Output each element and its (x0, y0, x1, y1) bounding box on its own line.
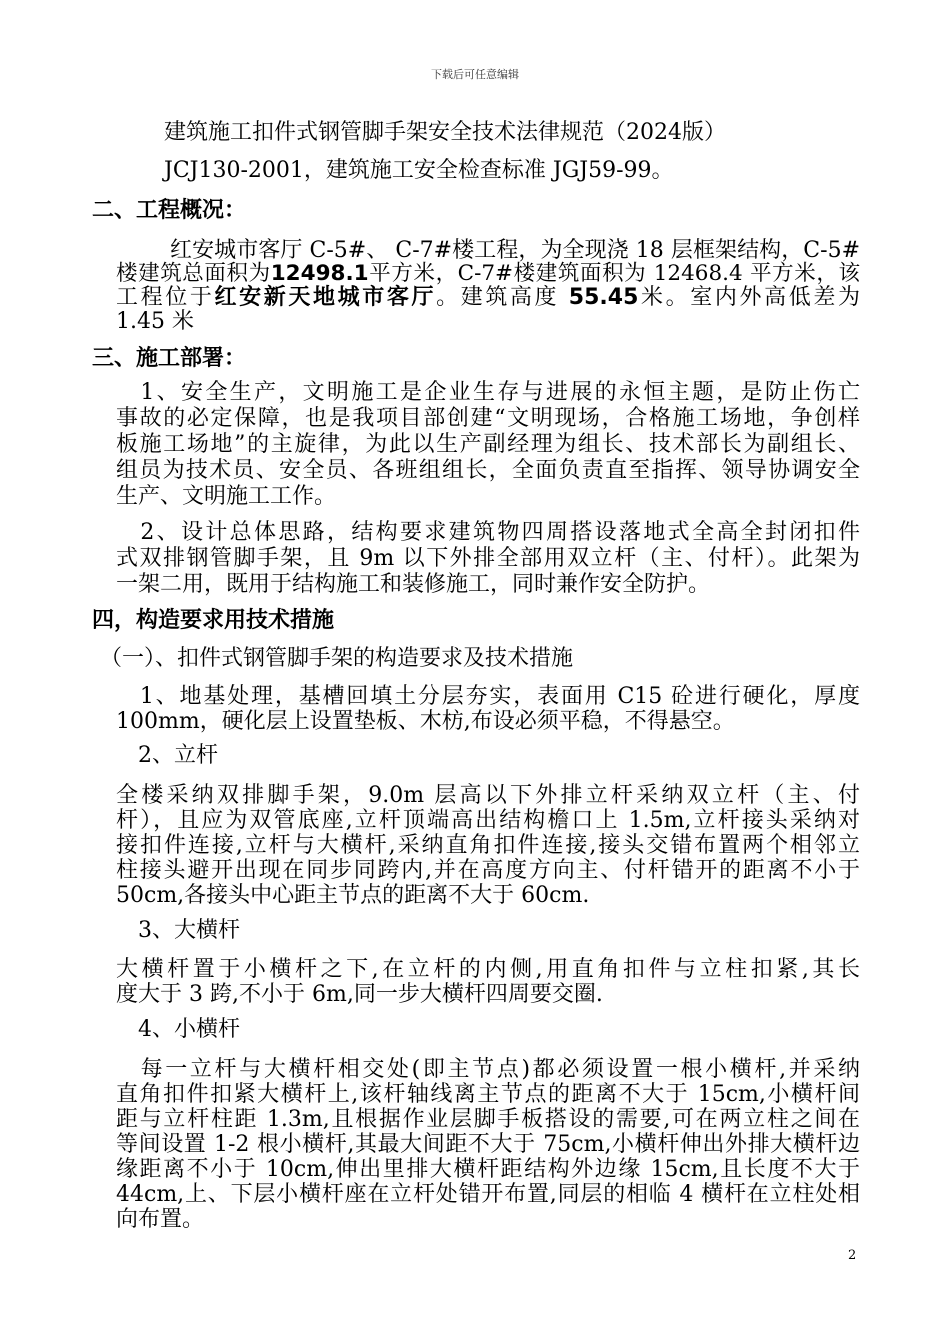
paragraph-line: 1、安全生产，文明施工是企业生存与进展的永恒主题，是防止伤亡 (116, 380, 860, 405)
sec2-line-2: 楼建筑总面积为12498.1平方米，C-7#楼建筑面积为 12468.4 平方米，该 (116, 261, 860, 286)
paragraph-line: 50cm,各接头中心距主节点的距离不大于 60cm. (116, 883, 590, 908)
paragraph-line: 接扣件连接,立杆与大横杆,采纳直角扣件连接,接头交错布置两个相邻立 (116, 833, 860, 858)
paragraph-line: 板施工场地”的主旋律，为此以生产副经理为组长、技术部长为副组长、 (116, 432, 860, 457)
section-3-title: 三、施工部署： (92, 346, 247, 371)
sec2-line-3: 工程位于红安新天地城市客厅。建筑高度 55.45米。室内外高低差为 (116, 285, 860, 310)
section-4-title: 四，构造要求用技术措施 (92, 608, 335, 633)
paragraph-line: 向布置。 (116, 1207, 205, 1232)
paragraph-line: 生产、文明施工工作。 (116, 484, 337, 509)
paragraph-line: 2、设计总体思路，结构要求建筑物四周搭设落地式全高全封闭扣件 (116, 520, 860, 545)
project-location: 红安新天地城市客厅 (214, 285, 437, 310)
paragraph-line: 距与立杆柱距 1.3m,且根据作业层脚手板搭设的需要,可在两立柱之间在 (116, 1107, 860, 1132)
paragraph-line: 直角扣件扣紧大横杆上,该杆轴线离主节点的距离不大于 15cm,小横杆间 (116, 1082, 860, 1107)
paragraph-line: 杆），且应为双管底座,立杆顶端高出结构檐口上 1.5m,立杆接头采纳对 (116, 808, 860, 833)
building-height-value: 55.45 (568, 285, 639, 310)
paragraph-line: 每一立杆与大横杆相交处(即主节点)都必须设置一根小横杆,并采纳 (116, 1057, 860, 1082)
section-2-title: 二、工程概况： (92, 198, 247, 223)
paragraph-line: 事故的必定保障，也是我项目部创建“文明现场，合格施工场地，争创样 (116, 406, 860, 431)
item-3-title: 3、大横杆 (116, 918, 240, 943)
paragraph-line: 缘距离不小于 10cm,伸出里排大横杆距结构外边缘 15cm,且长度不大于 (116, 1157, 860, 1182)
page-header: 下载后可任意编辑 (431, 68, 519, 81)
paragraph-line: 度大于 3 跨,不小于 6m,同一步大横杆四周要交圈. (116, 982, 603, 1007)
subsection-1-title: （一）、扣件式钢管脚手架的构造要求及技术措施 (100, 646, 574, 671)
reference-line-2: JCJ130-2001，建筑施工安全检查标准 JGJ59-99。 (164, 158, 674, 183)
paragraph-line: 全楼采纳双排脚手架，9.0m 层高以下外排立杆采纳双立杆（主、付 (116, 783, 860, 808)
total-area-value: 12498.1 (270, 261, 369, 286)
paragraph-line: 等间设置 1-2 根小横杆,其最大间距不大于 75cm,小横杆伸出外排大横杆边 (116, 1132, 860, 1157)
paragraph-line: 式双排钢管脚手架，且 9m 以下外排全部用双立杆（主、付杆）。此架为 (116, 546, 860, 571)
paragraph-line: 44cm,上、下层小横杆座在立杆处错开布置,同层的相临 4 横杆在立柱处相 (116, 1182, 860, 1207)
page-number: 2 (848, 1248, 857, 1263)
paragraph-line: 100mm，硬化层上设置垫板、木枋,布设必须平稳，不得悬空。 (116, 709, 735, 734)
paragraph-line: 1、地基处理，基槽回填土分层夯实，表面用 C15 砼进行硬化，厚度 (116, 684, 860, 709)
sec2-line-1: 红安城市客厅 C-5#、 C-7#楼工程，为全现浇 18 层框架结构，C-5# (170, 238, 860, 263)
item-2-title: 2、立杆 (116, 743, 218, 768)
paragraph-line: 柱接头避开出现在同步同跨内,并在高度方向主、付杆错开的距离不小于 (116, 858, 860, 883)
sec2-line-4: 1.45 米 (116, 309, 194, 334)
paragraph-line: 一架二用，既用于结构施工和装修施工，同时兼作安全防护。 (116, 572, 711, 597)
item-4-title: 4、小横杆 (116, 1017, 240, 1042)
reference-line-1: 建筑施工扣件式钢管脚手架安全技术法律规范（2024版） (164, 120, 726, 145)
paragraph-line: 组员为技术员、安全员、各班组组长，全面负责直至指挥、领导协调安全 (116, 458, 860, 483)
paragraph-line: 大横杆置于小横杆之下,在立杆的内侧,用直角扣件与立柱扣紧,其长 (116, 957, 860, 982)
